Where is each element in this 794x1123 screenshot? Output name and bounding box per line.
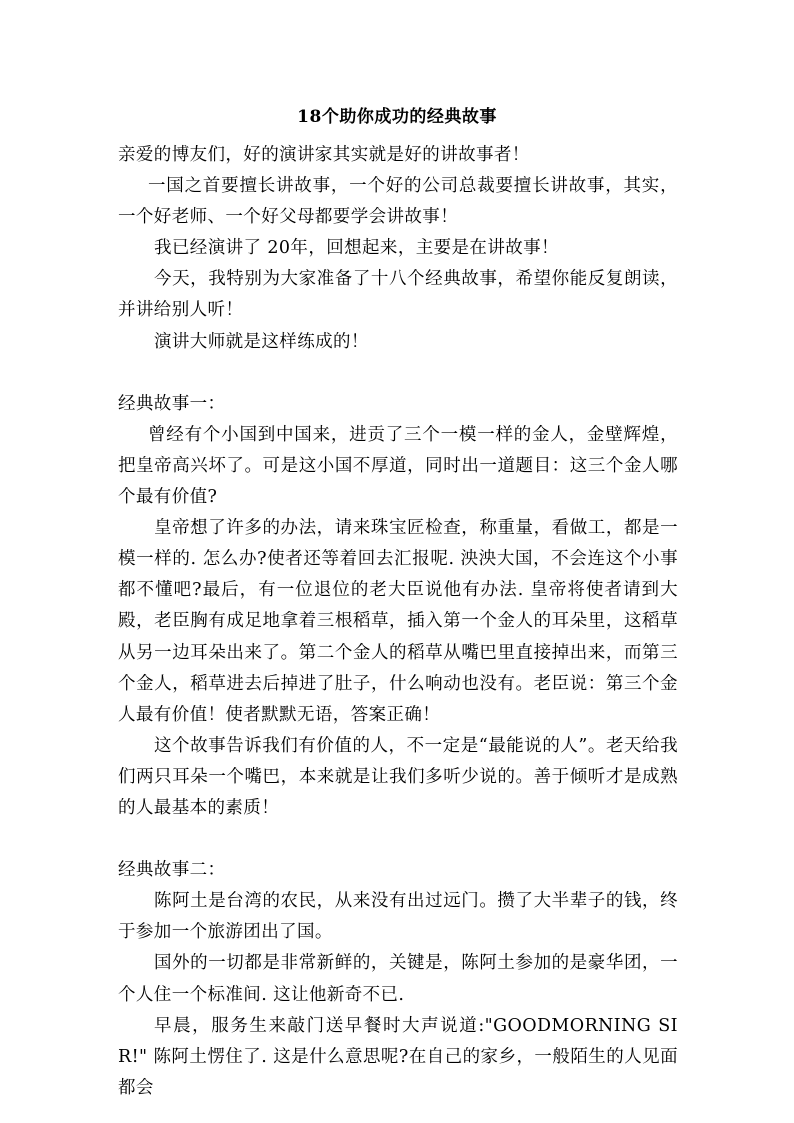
story2-heading: 经典故事二： xyxy=(118,860,226,881)
intro-paragraph: 我已经演讲了 20年，回想起来，主要是在讲故事！ xyxy=(154,238,559,259)
story2-paragraph: 国外的一切都是非常新鲜的，关键是，陈阿土参加的是豪华团，一个人住一个标准间. 这让他新奇不已. xyxy=(118,953,678,1005)
intro-paragraph: 今天，我特别为大家准备了十八个经典故事，希望你能反复朗读，并讲给别人听！ xyxy=(118,269,678,321)
document-title: 18个助你成功的经典故事 xyxy=(297,107,497,127)
blank-line xyxy=(118,824,678,855)
intro-greeting: 亲爱的博友们，好的演讲家其实就是好的讲故事者！ xyxy=(118,145,530,165)
story1-paragraph: 曾经有个小国到中国来，进贡了三个一模一样的金人，金壁辉煌，把皇帝高兴坏了。可是这小国不厚道，同时出一道题目：这三个金人哪个最有价值? xyxy=(118,424,678,508)
story2-paragraph: 陈阿土是台湾的农民，从来没有出过远门。攒了大半辈子的钱，终于参加一个旅游团出了国。 xyxy=(118,891,678,943)
intro-closing: 演讲大师就是这样练成的！ xyxy=(154,331,369,352)
story1-paragraph: 这个故事告诉我们有价值的人，不一定是“最能说的人”。老天给我们两只耳朵一个嘴巴，本来就是让我们多听少说的。善于倾听才是成熟的人最基本的素质！ xyxy=(118,735,678,818)
document-body xyxy=(118,140,678,1104)
story1-heading: 经典故事一： xyxy=(118,393,226,414)
intro-paragraph: 一国之首要擅长讲故事，一个好的公司总裁要擅长讲故事，其实，一个好老师、一个好父母都要学会讲故事！ xyxy=(118,176,678,228)
story2-paragraph: 早晨，服务生来敲门送早餐时大声说道:"GOODMORNING SIR!" 陈阿土愣住了. 这是什么意思呢?在自己的家乡，一般陌生的人见面都会 xyxy=(118,1015,678,1098)
story1-paragraph: 皇帝想了许多的办法，请来珠宝匠检查，称重量，看做工，都是一模一样的. 怎么办?使者还等着回去汇报呢. 泱泱大国，不会连这个小事都不懂吧?最后，有一位退位的老大臣说他有办法. 皇帝将使者请到大殿，老臣胸有成足地拿着三根稻草，插入第一个金人的耳朵里，这稻草从另一边耳朵出来了。第二个金人的稻草从嘴巴里直接掉出来，而第三个金人，稻草进去后掉进了肚子，什么响动也没有。老臣说：第三个金人最有价值！使者默默无语，答案正确！ xyxy=(118,518,678,725)
blank-line xyxy=(118,358,678,389)
